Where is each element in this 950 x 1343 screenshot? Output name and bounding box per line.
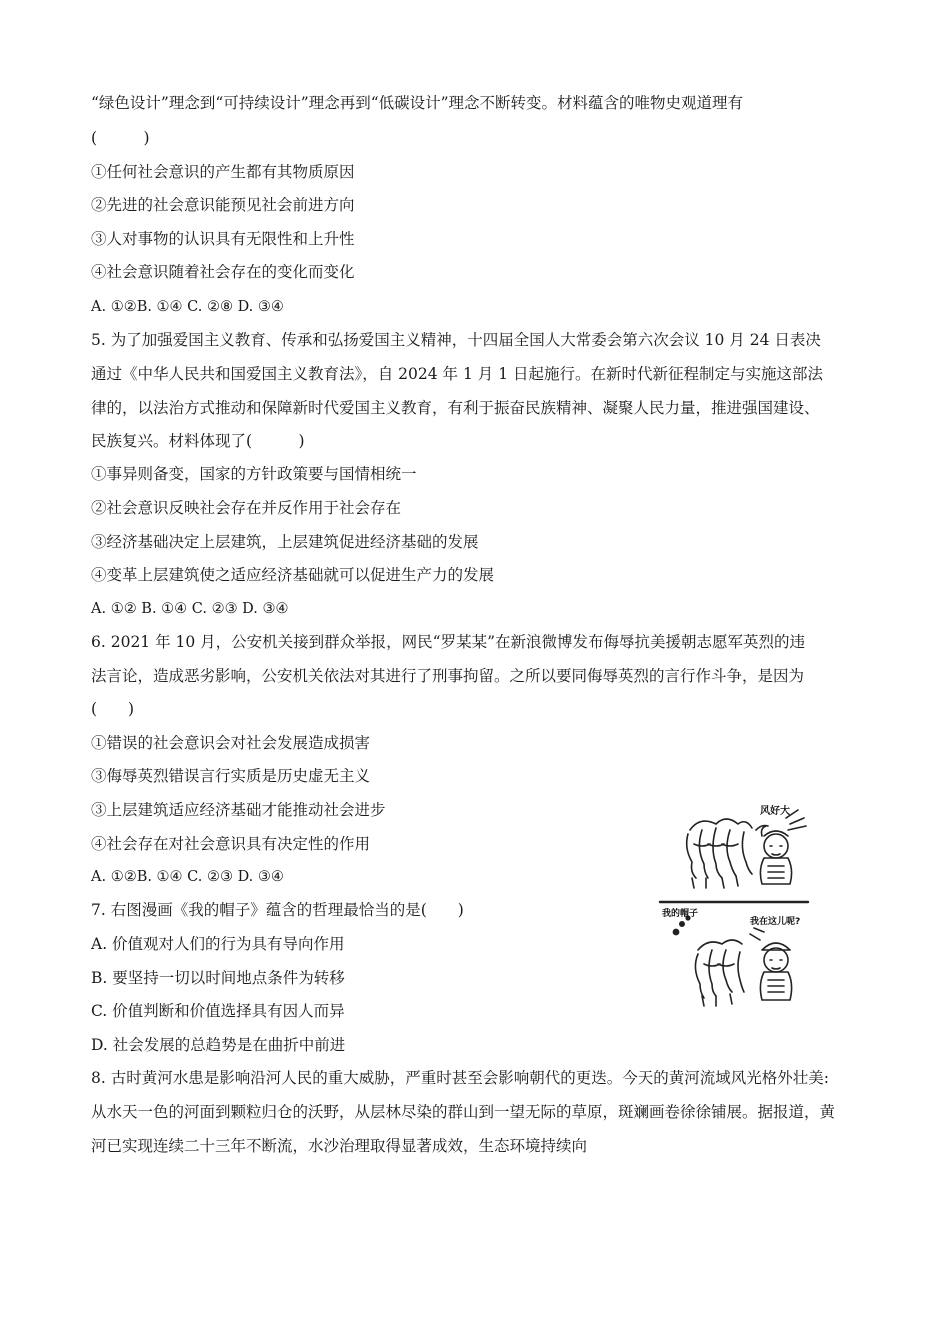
q7-choice-d: D. 社会发展的总趋势是在曲折中前进 <box>91 1036 346 1054</box>
q6-item-4: ④社会存在对社会意识具有决定性的作用 <box>91 835 371 853</box>
top-panel-drawing <box>687 810 806 888</box>
q4-stem-line-2: ( ) <box>91 129 150 147</box>
q7-stem: 7. 右图漫画《我的帽子》蕴含的哲理最恰当的是( ) <box>91 901 464 919</box>
q5-stem-line-3: 律的，以法治方式推动和保障新时代爱国主义教育，有利于振奋民族精神、凝聚人民力量，推进强国建设、 <box>91 399 820 417</box>
q7-choice-a: A. 价值观对人们的行为具有导向作用 <box>91 935 345 953</box>
q4-stem-line-1: “绿色设计”理念到“可持续设计”理念再到“低碳设计”理念不断转变。材料蕴含的唯物史观道理有 <box>91 94 744 112</box>
q4-item-2: ②先进的社会意识能预见社会前进方向 <box>91 196 355 214</box>
q7-choice-c: C. 价值判断和价值选择具有因人而异 <box>91 1002 345 1020</box>
q6-item-2: ③侮辱英烈错误言行实质是历史虚无主义 <box>91 767 371 785</box>
q5-stem-line-4: 民族复兴。材料体现了( ) <box>91 432 305 450</box>
q5-item-3: ③经济基础决定上层建筑，上层建筑促进经济基础的发展 <box>91 533 479 551</box>
q5-item-1: ①事异则备变，国家的方针政策要与国情相统一 <box>91 465 417 483</box>
q5-options: A. ①② B. ①④ C. ②③ D. ③④ <box>91 601 289 617</box>
q5-item-4: ④变革上层建筑使之适应经济基础就可以促进生产力的发展 <box>91 566 495 584</box>
q8-stem-line-1: 8. 古时黄河水患是影响沿河人民的重大威胁，严重时甚至会影响朝代的更迭。今天的黄河流域风光格外壮美: <box>91 1069 829 1087</box>
q6-item-1: ①错误的社会意识会对社会发展造成损害 <box>91 734 371 752</box>
q6-stem-line-2: 法言论，造成恶劣影响，公安机关依法对其进行了刑事拘留。之所以要同侮辱英烈的言行作斗争，是因为 <box>91 667 805 685</box>
cartoon-caption-here: 我在这儿呢? <box>750 917 801 927</box>
q6-item-3: ③上层建筑适应经济基础才能推动社会进步 <box>91 801 386 819</box>
q4-item-3: ③人对事物的认识具有无限性和上升性 <box>91 230 355 248</box>
q5-stem-line-1: 5. 为了加强爱国主义教育、传承和弘扬爱国主义精神，十四届全国人大常委会第六次会议 10 月 24 日表决 <box>91 331 821 349</box>
q8-stem-line-3: 河已实现连续二十三年不断流，水沙治理取得显著成效，生态环境持续向 <box>91 1137 588 1155</box>
q8-stem-line-2: 从水天一色的河面到颗粒归仓的沃野，从层林尽染的群山到一望无际的草原，斑斓画卷徐徐铺展。据报道，黄 <box>91 1103 836 1121</box>
q6-options: A. ①②B. ①④ C. ②③ D. ③④ <box>91 869 284 885</box>
q5-stem-line-2: 通过《中华人民共和国爱国主义教育法》，自 2024 年 1 月 1 日起施行。在新时代新征程制定与实施这部法 <box>91 365 823 383</box>
q7-choice-b: B. 要坚持一切以时间地点条件为转移 <box>91 969 345 987</box>
bottom-panel-drawing <box>673 916 791 1006</box>
q5-item-2: ②社会意识反映社会存在并反作用于社会存在 <box>91 499 402 517</box>
q4-item-4: ④社会意识随着社会存在的变化而变化 <box>91 263 355 281</box>
cartoon-my-hat <box>658 800 818 1030</box>
q4-item-1: ①任何社会意识的产生都有其物质原因 <box>91 163 355 181</box>
q4-options: A. ①②B. ①④ C. ②⑧ D. ③④ <box>91 299 284 315</box>
q6-stem-line-1: 6. 2021 年 10 月，公安机关接到群众举报，网民“罗某某”在新浪微博发布侮辱抗美援朝志愿军英烈的违 <box>91 633 806 651</box>
cartoon-caption-my-hat: 我的帽子 <box>662 909 699 919</box>
cartoon-caption-wind: 风好大 <box>760 806 790 817</box>
q6-stem-line-3: ( ) <box>91 700 135 718</box>
